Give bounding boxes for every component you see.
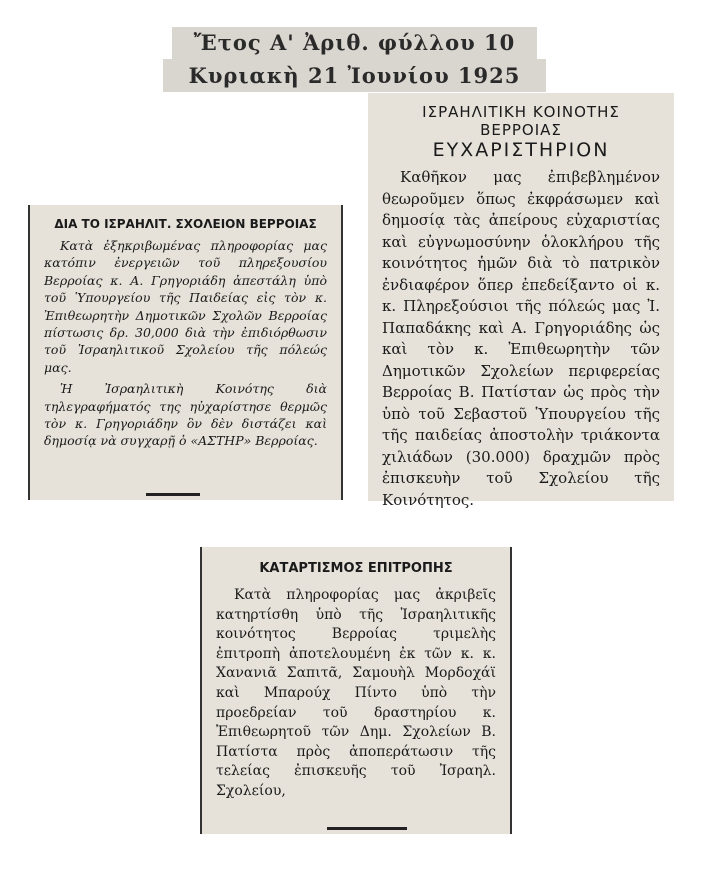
- thanks-notice-clipping: [368, 93, 674, 509]
- thanks-notice-heading: ΙΣΡΑΗΛΙΤΙΚΗ ΚΟΙΝΟΤΗΣ ΒΕΡΡΟΙΑΣ: [422, 103, 620, 139]
- thanks-notice-body: Καθῆκον μας ἐπιβεβλημένον θεωροῦμεν ὅπως ἐκφράσωμεν καὶ δημοσίᾳ τὰς ἀπείρους εὐχαριστίας καὶ εὐγνωμοσύνην ὁλοκλήρου τῆς κοινότητος ἡμῶν διὰ τὸ πατρικὸν ἐνδιαφέρον ὅπερ ἐπεδείξαντο οἱ κ. κ. Πληρεξούσιοι τῆς πόλεώς μας Ἰ. Παπαδάκης καὶ Α. Γρηγοριάδης ὡς καὶ τὸν κ. Ἐπιθεωρητὴν τῶν Δημοτικῶν Σχολείων περιφερείας Βερροίας Β. Πατίσταν ὡς πρὸς τὴν ὑπὸ τοῦ Σεβαστοῦ Ὑπουργείου τῆς τῆς παιδείας ἀποστολὴν τριάκοντα χιλιάδων (30.000) δραχμῶν πρὸς ἐπισκευὴν τοῦ Σχολείου τῆς Κοινότητος.: [382, 168, 660, 509]
- thanks-notice-subheading: ΕΥΧΑΡΙΣΤΗΡΙΟΝ: [432, 139, 610, 161]
- school-funding-paragraph-1: Κατὰ ἐξηκριβωμένας πληροφορίας μας κατόπιν ἐνεργειῶν τοῦ πληρεξουσίου Βερροίας κ. Α. Γρηγοριάδη ἀπεστάλη ὑπὸ τοῦ Ὑπουργείου τῆς Παιδείας εἰς τὸν κ. Ἐπιθεωρητὴν Δημοτικῶν Σχολῶν Βερροίας πίστωσις δρ. 30,000 διὰ τὴν ἐπιδιόρθωσιν τοῦ Ἰσραηλιτικοῦ Σχολείου τῆς πόλεώς μας.: [44, 238, 327, 375]
- masthead-issue-line: Ἔτος Α' Ἀριθ. φύλλου 10: [172, 27, 537, 59]
- masthead-date-line: Κυριακὴ 21 Ἰουνίου 1925: [163, 59, 546, 92]
- school-funding-paragraph-2: Ἡ Ἰσραηλιτικὴ Κοινότης διὰ τηλεγραφήματός της ηὐχαρίστησε θερμῶς τὸν κ. Γρηγοριάδην ὃν δὲν διστάζει καὶ δημοσίᾳ νὰ συγχαρῇ ὁ «ΑΣΤΗΡ» Βερροίας.: [44, 381, 327, 449]
- school-funding-heading: ΔΙΑ ΤΟ ΙΣΡΑΗΛΙΤ. ΣΧΟΛΕΙΟΝ ΒΕΡΡΟΙΑΣ: [54, 217, 317, 231]
- column-end-rule: [146, 493, 200, 496]
- committee-clipping: [200, 547, 512, 834]
- school-funding-clipping: [28, 205, 343, 500]
- column-end-rule: [327, 827, 407, 830]
- committee-body: Κατὰ πληροφορίας μας ἀκριβεῖς κατηρτίσθη ὑπὸ τῆς Ἰσραηλιτικῆς κοινότητος Βερροίας τριμελὴς ἐπιτροπὴ ἀποτελουμένη ἐκ τῶν κ. κ. Χανανιᾶ Σαπιτᾶ, Σαμουὴλ Μορδοχάϊ καὶ Μπαρούχ Πίντο ὑπὸ τὴν προεδρείαν τοῦ δραστηρίου κ. Ἐπιθεωρητοῦ τῶν Δημ. Σχολείων Β. Πατίστα πρὸς ἀποπεράτωσιν τῆς τελείας ἐπισκευῆς τοῦ Ἰσραηλ. Σχολείου,: [216, 587, 496, 799]
- committee-heading: ΚΑΤΑΡΤΙΣΜΟΣ ΕΠΙΤΡΟΠΗΣ: [259, 561, 453, 576]
